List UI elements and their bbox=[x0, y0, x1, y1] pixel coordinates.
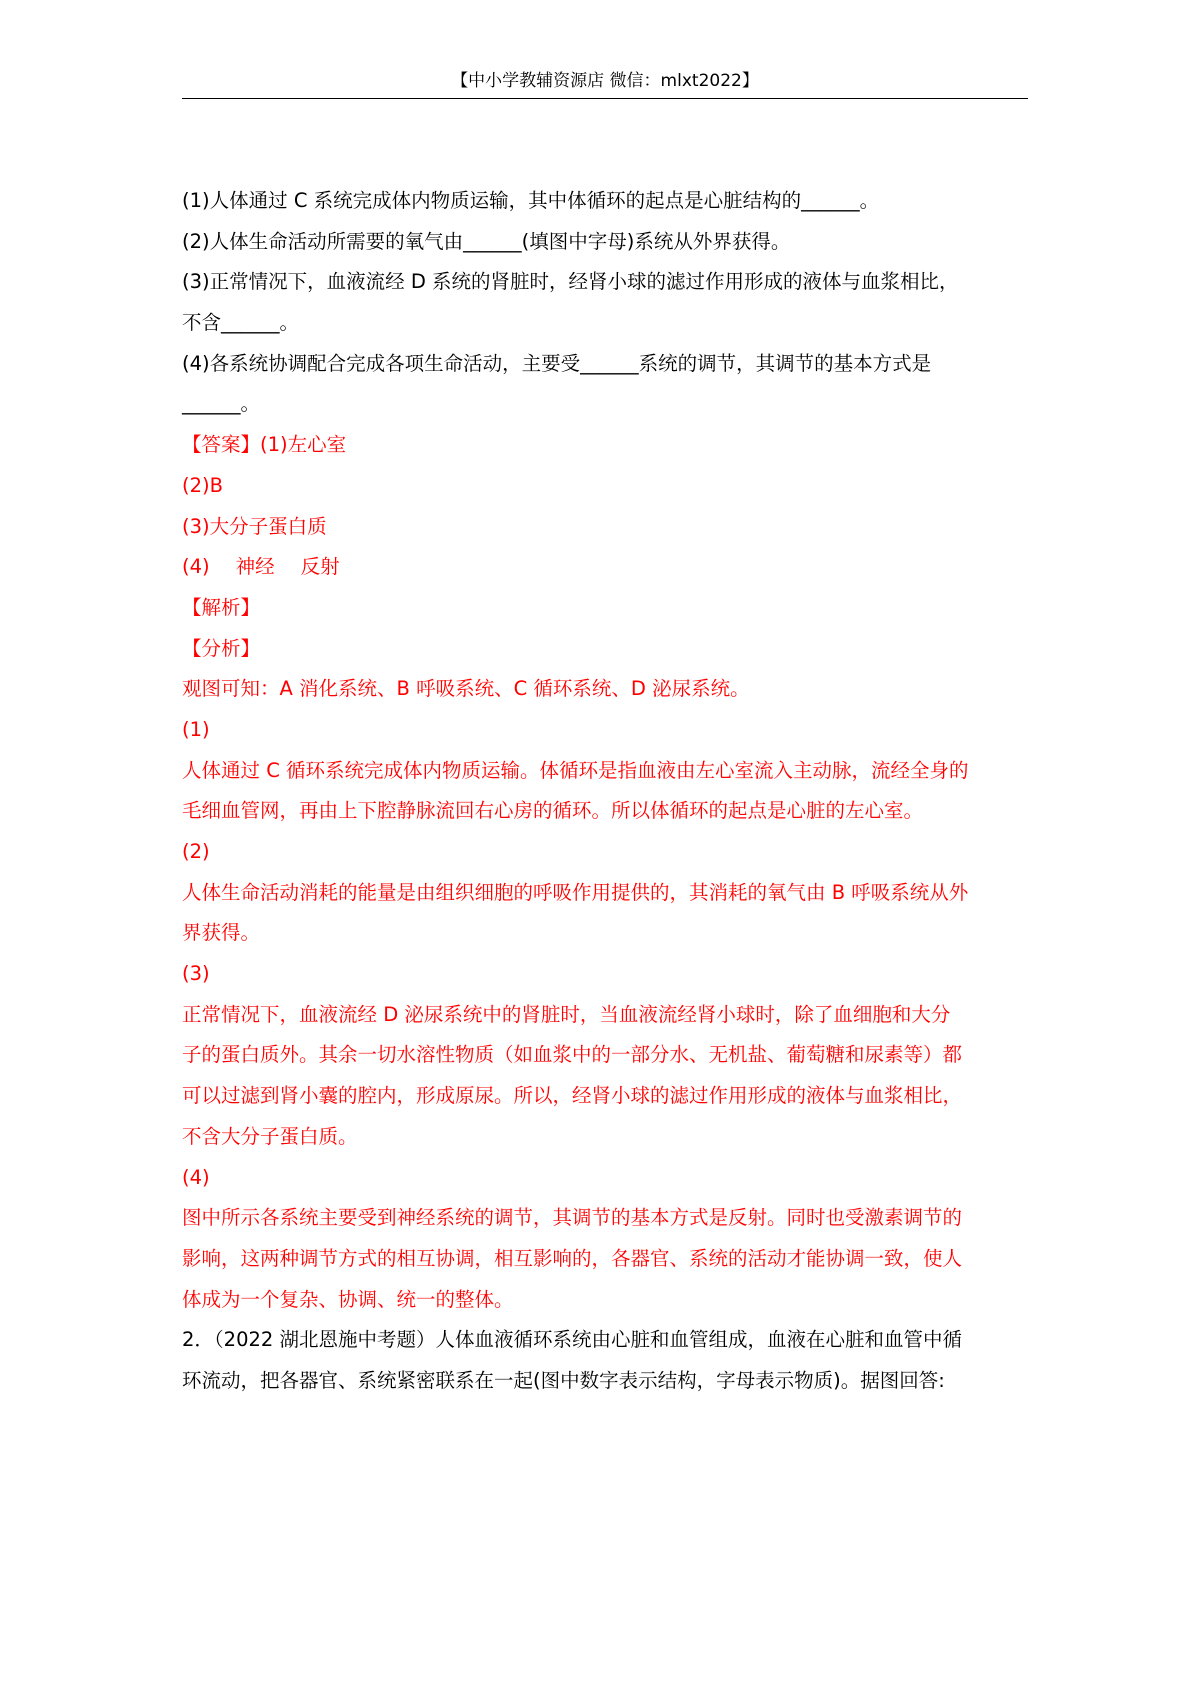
analysis-heading: 【解析】 bbox=[182, 595, 261, 619]
answer-4-label: (4) bbox=[182, 555, 210, 579]
question-line: (4)各系统协调配合完成各项生命活动，主要受______系统的调节，其调节的基本方式是 bbox=[182, 351, 932, 375]
answer-line-2: (2)B bbox=[182, 473, 223, 497]
header-divider bbox=[182, 98, 1028, 99]
document-body bbox=[182, 181, 1028, 1402]
question-line: (3)正常情况下，血液流经 D 系统的肾脏时，经肾小球的滤过作用形成的液体与血浆相比， bbox=[182, 270, 959, 294]
analysis-part-label: (2) bbox=[182, 840, 210, 863]
question-line: (1)人体通过 C 系统完成体内物质运输，其中体循环的起点是心脏结构的______。 bbox=[182, 189, 880, 212]
analysis-part-label: (4) bbox=[182, 1165, 210, 1189]
answer-line-1: 【答案】(1)左心室 bbox=[182, 433, 347, 457]
next-question-line: 2．（2022 湖北恩施中考题）人体血液循环系统由心脏和血管组成，血液在心脏和血管中循 bbox=[182, 1328, 962, 1352]
analysis-subheading: 【分析】 bbox=[182, 636, 261, 660]
analysis-part-label: (1) bbox=[182, 717, 210, 741]
answer-line-4 bbox=[182, 547, 1028, 588]
analysis-text: 人体生命活动消耗的能量是由组织细胞的呼吸作用提供的，其消耗的氧气由 B 呼吸系统从外 bbox=[182, 880, 969, 904]
analysis-text: 体成为一个复杂、协调、统一的整体。 bbox=[182, 1287, 514, 1311]
answer-4-second: 反射 bbox=[300, 555, 340, 579]
analysis-text: 可以过滤到肾小囊的腔内，形成原尿。所以，经肾小球的滤过作用形成的液体与血浆相比， bbox=[182, 1084, 963, 1108]
analysis-text: 不含大分子蛋白质。 bbox=[182, 1124, 358, 1148]
answer-line-3: (3)大分子蛋白质 bbox=[182, 514, 327, 538]
analysis-part-label: (3) bbox=[182, 962, 210, 986]
page-header: 【中小学教辅资源店 微信：mlxt2022】 bbox=[451, 71, 759, 91]
question-line: 不含______。 bbox=[182, 311, 300, 335]
question-line: (2)人体生命活动所需要的氧气由______(填图中字母)系统从外界获得。 bbox=[182, 229, 791, 253]
question-line: ______。 bbox=[182, 392, 261, 416]
analysis-text: 人体通过 C 循环系统完成体内物质运输。体循环是指血液由左心室流入主动脉，流经全身的 bbox=[182, 758, 969, 782]
analysis-text: 影响，这两种调节方式的相互协调，相互影响的，各器官、系统的活动才能协调一致，使人 bbox=[182, 1246, 963, 1270]
answer-4-first: 神经 bbox=[235, 555, 275, 579]
analysis-text: 正常情况下，血液流经 D 泌尿系统中的肾脏时，当血液流经肾小球时，除了血细胞和大分 bbox=[182, 1002, 951, 1026]
analysis-text: 图中所示各系统主要受到神经系统的调节，其调节的基本方式是反射。同时也受激素调节的 bbox=[182, 1206, 963, 1230]
analysis-intro: 观图可知：A 消化系统、B 呼吸系统、C 循环系统、D 泌尿系统。 bbox=[182, 677, 750, 701]
analysis-text: 子的蛋白质外。其余一切水溶性物质（如血浆中的一部分水、无机盐、葡萄糖和尿素等）都 bbox=[182, 1043, 963, 1067]
analysis-text: 毛细血管网，再由上下腔静脉流回右心房的循环。所以体循环的起点是心脏的左心室。 bbox=[182, 799, 924, 823]
analysis-text: 界获得。 bbox=[182, 921, 261, 945]
next-question-line: 环流动，把各器官、系统紧密联系在一起(图中数字表示结构，字母表示物质)。据图回答: bbox=[182, 1368, 945, 1392]
